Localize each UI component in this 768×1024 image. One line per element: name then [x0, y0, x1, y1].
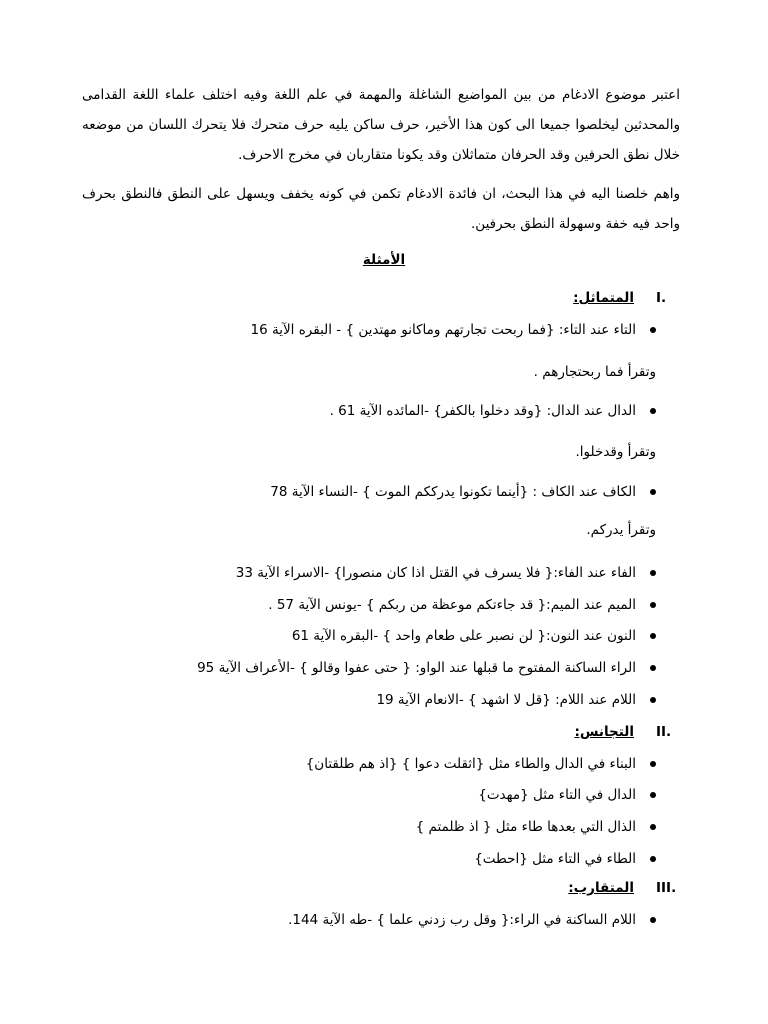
section-heading-close — [568, 880, 680, 896]
list-item-text: التاء عند التاء: {فما ربحت تجارتهم وماكانو مهتدين } - البقره الآية 16 — [250, 322, 636, 338]
bullet-icon — [650, 856, 656, 862]
list-item-text: الدال في التاء مثل {مهدت} — [478, 787, 636, 803]
list-item-text: اللام عند اللام: {قل لا اشهد } -الانعام الآية 19 — [376, 692, 636, 708]
bullet-icon — [650, 327, 656, 333]
reading-note: وتقرأ يدركم. — [586, 522, 656, 538]
examples-heading: الأمثلة — [362, 252, 406, 268]
reading-note: وتقرأ فما ربحتجارهم . — [533, 364, 656, 380]
list-item-text: البناء في الدال والطاء مثل {اثقلت دعوا } {اذ هم طلقتان} — [305, 756, 636, 772]
list-item — [268, 597, 656, 613]
section-numeral: I. — [656, 290, 667, 306]
section-heading-homogeneous — [574, 724, 680, 740]
list-item-text: اللام الساكنة في الراء:{ وقل رب زدني علما } -طه الآية 144. — [288, 912, 636, 928]
section-title: التجانس: — [574, 724, 634, 740]
bullet-icon — [650, 917, 656, 923]
list-item-text: النون عند النون:{ لن نصبر على طعام واحد } -البقره الآية 61 — [291, 628, 636, 644]
list-item-text: الميم عند الميم:{ قد جاءتكم موعظة من ربكم } -يونس الآية 57 . — [268, 597, 636, 613]
list-item — [270, 484, 656, 500]
bullet-icon — [650, 665, 656, 671]
section-title: المتقارب: — [568, 880, 634, 896]
section-title: المتماثل: — [573, 290, 634, 306]
bullet-icon — [650, 633, 656, 639]
intro-paragraph-2: واهم خلصنا اليه في هذا البحث، ان فائدة الادغام تكمن في كونه يخفف ويسهل على النطق فالنطق بحرف واحد فيه خفة وسهولة النطق بحرفين. — [82, 186, 680, 232]
list-item — [416, 819, 656, 835]
bullet-icon — [650, 570, 656, 576]
bullet-icon — [650, 792, 656, 798]
bullet-icon — [650, 489, 656, 495]
list-item — [251, 322, 657, 338]
list-item — [292, 628, 656, 644]
section-numeral: III. — [656, 880, 677, 896]
list-item — [330, 403, 656, 419]
list-item-text: الفاء عند الفاء:{ فلا يسرف في القتل اذا كان منصورا} -الاسراء الآية 33 — [235, 565, 636, 581]
list-item-text: الراء الساكنة المفتوح ما قبلها عند الواو: { حتى عفوا وقالو } -الأعراف الآية 95 — [197, 660, 636, 676]
reading-note: وتقرأ وقدخلوا. — [575, 444, 656, 460]
list-item — [288, 912, 656, 928]
bullet-icon — [650, 824, 656, 830]
bullet-icon — [650, 408, 656, 414]
bullet-icon — [650, 761, 656, 767]
bullet-icon — [650, 697, 656, 703]
list-item-text: الطاء في التاء مثل {احطت} — [474, 851, 636, 867]
list-item-text: الذال التي بعدها طاء مثل { اذ ظلمتم } — [415, 819, 636, 835]
list-item — [478, 787, 656, 803]
list-item — [474, 851, 656, 867]
list-item-text: الدال عند الدال: {وقد دخلوا بالكفر} -المائده الآية 61 . — [329, 403, 636, 419]
bullet-icon — [650, 602, 656, 608]
intro-paragraph-1: اعتبر موضوع الادغام من بين المواضيع الشاغلة والمهمة في علم اللغة وفيه اختلف علماء اللغة القدامى والمحدثين ليخلصوا جميعا الى كون هذا الأخير، حرف ساكن يليه حرف متحرك فلا يتحرك اللسان من موضعه خلال نطق الحرفين وقد الحرفان متماثلان وقد يكونا متقاربان في مخرج الاحرف. — [82, 87, 680, 163]
list-item — [197, 660, 656, 676]
section-numeral: II. — [656, 724, 672, 740]
list-item-text: الكاف عند الكاف : {أينما تكونوا يدرككم الموت } -النساء الآية 78 — [270, 484, 636, 500]
list-item — [236, 565, 656, 581]
list-item — [306, 756, 656, 772]
list-item — [376, 692, 656, 708]
section-heading-identical — [573, 290, 680, 306]
